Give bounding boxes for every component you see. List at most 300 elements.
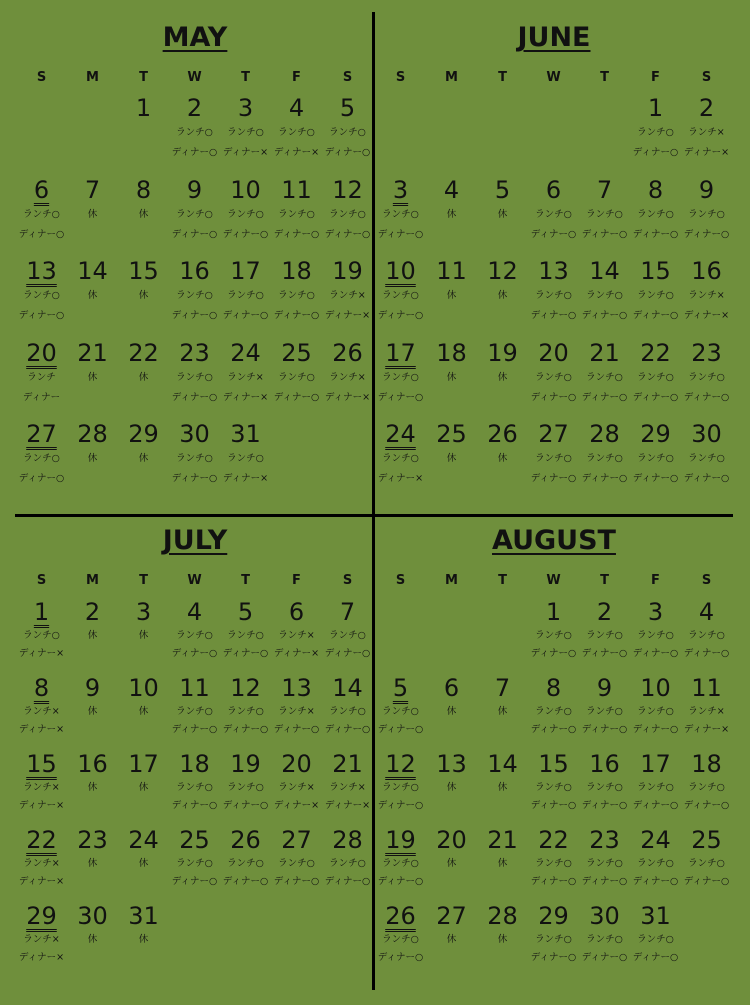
day-cell[interactable] (477, 825, 528, 905)
day-number: 14 (487, 750, 518, 778)
day-number: 12 (385, 750, 416, 778)
day-number: 5 (392, 674, 409, 702)
day-number: 28 (487, 902, 518, 930)
day-cell[interactable] (426, 338, 477, 418)
day-cell[interactable] (681, 93, 732, 173)
day-number: 27 (436, 902, 467, 930)
day-number: 6 (288, 598, 305, 626)
day-cell[interactable] (169, 673, 220, 753)
closed-label: 休 (446, 706, 457, 717)
lunch-status: ランチ○ (586, 290, 623, 301)
day-number: 14 (589, 257, 620, 285)
day-cell[interactable] (220, 749, 271, 829)
day-cell[interactable] (169, 256, 220, 336)
dinner-status: ディナー○ (581, 310, 628, 321)
dinner-status: ディナー○ (581, 473, 628, 484)
dinner-status: ディナー○ (632, 952, 679, 963)
day-cell[interactable] (579, 673, 630, 753)
day-cell[interactable] (220, 825, 271, 905)
day-number: 30 (179, 420, 210, 448)
dinner-status: ディナー○ (171, 473, 218, 484)
dinner-status: ディナー○ (222, 724, 269, 735)
day-cell[interactable] (426, 901, 477, 981)
lunch-status: ランチ○ (586, 782, 623, 793)
weekday-label: S (36, 573, 47, 588)
day-cell[interactable] (67, 901, 118, 981)
month-title: JULY (162, 525, 228, 556)
day-cell[interactable] (16, 825, 67, 905)
day-number: 7 (339, 598, 356, 626)
day-cell[interactable] (271, 597, 322, 677)
month-may (16, 22, 374, 492)
day-cell[interactable] (271, 175, 322, 255)
day-cell[interactable] (426, 825, 477, 905)
day-cell[interactable] (169, 825, 220, 905)
day-cell[interactable] (67, 597, 118, 677)
closed-label: 休 (138, 782, 149, 793)
dinner-status: ディナー○ (324, 876, 371, 887)
day-cell[interactable] (579, 901, 630, 981)
lunch-status: ランチ○ (227, 208, 264, 220)
lunch-status: ランチ○ (535, 782, 572, 793)
lunch-status: ランチ○ (382, 453, 419, 464)
day-cell[interactable] (271, 338, 322, 418)
lunch-status: ランチ○ (278, 208, 315, 220)
closed-label: 休 (497, 208, 508, 220)
day-cell[interactable] (375, 673, 426, 753)
day-cell[interactable] (630, 673, 681, 753)
day-cell[interactable] (681, 825, 732, 905)
day-number: 31 (128, 902, 159, 930)
day-number: 10 (385, 257, 416, 285)
lunch-status: ランチ○ (586, 858, 623, 869)
day-cell[interactable] (169, 93, 220, 173)
lunch-status: ランチ○ (227, 290, 264, 301)
day-cell[interactable] (271, 93, 322, 173)
day-number: 12 (487, 257, 518, 285)
day-cell[interactable] (118, 93, 169, 173)
day-cell[interactable] (630, 597, 681, 677)
day-cell[interactable] (579, 597, 630, 677)
day-number: 26 (230, 826, 261, 854)
dinner-status: ディナー○ (581, 876, 628, 887)
weekday-header (375, 573, 733, 593)
lunch-status: ランチ○ (535, 208, 572, 220)
day-cell[interactable] (426, 673, 477, 753)
day-cell[interactable] (16, 175, 67, 255)
lunch-status: ランチ○ (688, 371, 725, 383)
lunch-status: ランチ○ (278, 371, 315, 383)
day-number: 24 (128, 826, 159, 854)
day-cell[interactable] (118, 825, 169, 905)
weekday-label: S (395, 573, 406, 588)
day-number: 3 (647, 598, 664, 626)
day-number: 31 (230, 420, 261, 448)
day-number: 5 (237, 598, 254, 626)
day-number: 15 (640, 257, 671, 285)
lunch-status: ランチ○ (586, 934, 623, 945)
day-number: 16 (77, 750, 108, 778)
day-cell[interactable] (630, 93, 681, 173)
lunch-status: ランチ○ (637, 371, 674, 383)
day-cell[interactable] (16, 597, 67, 677)
day-cell[interactable] (118, 901, 169, 981)
dinner-status: ディナー○ (377, 800, 424, 811)
day-cell[interactable] (220, 673, 271, 753)
day-cell[interactable] (16, 256, 67, 336)
day-cell[interactable] (271, 673, 322, 753)
day-cell[interactable] (630, 419, 681, 499)
day-cell[interactable] (579, 175, 630, 255)
lunch-status: ランチ○ (382, 290, 419, 301)
lunch-status: ランチ○ (535, 934, 572, 945)
day-cell[interactable] (271, 825, 322, 905)
day-cell[interactable] (579, 825, 630, 905)
day-number: 19 (487, 338, 518, 367)
lunch-status: ランチ○ (586, 371, 623, 383)
day-cell[interactable] (375, 175, 426, 255)
dinner-status: ディナー× (18, 952, 65, 963)
day-cell[interactable] (528, 673, 579, 753)
day-cell[interactable] (579, 338, 630, 418)
day-cell[interactable] (220, 175, 271, 255)
dinner-status: ディナー× (222, 391, 269, 403)
day-cell[interactable] (426, 256, 477, 336)
dinner-status: ディナー○ (171, 724, 218, 735)
weekday-label: W (546, 573, 561, 588)
day-cell[interactable] (477, 673, 528, 753)
day-number: 26 (385, 902, 416, 930)
day-cell[interactable] (220, 256, 271, 336)
lunch-status: ランチ○ (227, 706, 264, 717)
day-cell[interactable] (630, 749, 681, 829)
day-cell[interactable] (681, 175, 732, 255)
day-cell[interactable] (67, 175, 118, 255)
day-number: 7 (494, 674, 511, 702)
day-number: 19 (332, 257, 363, 285)
day-number: 27 (26, 420, 57, 448)
day-cell[interactable] (118, 597, 169, 677)
dinner-status: ディナー× (222, 473, 269, 484)
day-cell[interactable] (16, 901, 67, 981)
day-cell[interactable] (477, 749, 528, 829)
day-cell[interactable] (681, 749, 732, 829)
dinner-status: ディナー (22, 391, 61, 403)
weekday-label: T (600, 573, 609, 588)
weekday-label: M (445, 70, 458, 85)
day-cell[interactable] (67, 256, 118, 336)
lunch-status: ランチ○ (176, 706, 213, 717)
day-cell[interactable] (67, 749, 118, 829)
day-cell[interactable] (630, 901, 681, 981)
closed-label: 休 (446, 208, 457, 220)
dinner-status: ディナー× (18, 876, 65, 887)
day-cell[interactable] (271, 749, 322, 829)
day-number: 23 (179, 338, 210, 367)
day-number: 27 (281, 826, 312, 854)
day-number: 23 (77, 826, 108, 854)
day-cell[interactable] (528, 419, 579, 499)
lunch-status: ランチ○ (382, 371, 419, 383)
day-cell[interactable] (477, 338, 528, 418)
day-number: 5 (339, 94, 356, 122)
day-number: 22 (538, 826, 569, 854)
lunch-status: ランチ○ (637, 782, 674, 793)
lunch-status: ランチ○ (227, 127, 264, 138)
day-cell[interactable] (16, 749, 67, 829)
day-cell[interactable] (220, 597, 271, 677)
day-cell[interactable] (118, 419, 169, 499)
day-number: 21 (589, 338, 620, 367)
closed-label: 休 (497, 371, 508, 383)
lunch-status: ランチ○ (329, 858, 366, 869)
day-number: 25 (436, 420, 467, 448)
day-cell[interactable] (426, 419, 477, 499)
day-cell[interactable] (477, 256, 528, 336)
day-cell[interactable] (220, 338, 271, 418)
closed-label: 休 (87, 706, 98, 717)
weekday-label: S (701, 573, 712, 588)
closed-label: 休 (138, 453, 149, 464)
day-cell[interactable] (271, 256, 322, 336)
day-cell[interactable] (67, 419, 118, 499)
dinner-status: ディナー○ (632, 724, 679, 735)
weekday-header (375, 70, 733, 90)
dinner-status: ディナー○ (222, 876, 269, 887)
day-number: 6 (33, 175, 50, 204)
dinner-status: ディナー○ (222, 648, 269, 659)
weekday-label: T (241, 70, 250, 85)
day-number: 4 (186, 598, 203, 626)
dinner-status: ディナー○ (324, 147, 371, 158)
day-cell[interactable] (375, 256, 426, 336)
day-number: 8 (135, 175, 152, 204)
closed-label: 休 (87, 782, 98, 793)
dinner-status: ディナー○ (632, 473, 679, 484)
day-cell[interactable] (118, 749, 169, 829)
day-number: 25 (691, 826, 722, 854)
day-cell[interactable] (322, 673, 373, 753)
lunch-status: ランチ× (688, 127, 725, 138)
lunch-status: ランチ× (23, 706, 60, 717)
day-number: 30 (77, 902, 108, 930)
day-cell[interactable] (322, 175, 373, 255)
day-cell[interactable] (477, 175, 528, 255)
day-cell[interactable] (118, 338, 169, 418)
day-number: 23 (691, 338, 722, 367)
day-cell[interactable] (630, 175, 681, 255)
closed-label: 休 (138, 208, 149, 220)
lunch-status: ランチ× (688, 290, 725, 301)
dinner-status: ディナー○ (18, 473, 65, 484)
weekday-label: W (187, 573, 202, 588)
day-cell[interactable] (528, 338, 579, 418)
day-cell[interactable] (169, 419, 220, 499)
day-number: 11 (179, 674, 210, 702)
closed-label: 休 (138, 858, 149, 869)
day-cell[interactable] (375, 901, 426, 981)
day-cell[interactable] (375, 749, 426, 829)
day-cell[interactable] (322, 93, 373, 173)
day-cell[interactable] (681, 597, 732, 677)
dinner-status: ディナー○ (324, 648, 371, 659)
weekday-label: W (187, 70, 202, 85)
month-august (375, 525, 733, 995)
day-cell[interactable] (118, 175, 169, 255)
weekday-label: M (86, 573, 99, 588)
day-cell[interactable] (322, 825, 373, 905)
day-cell[interactable] (528, 256, 579, 336)
day-cell[interactable] (169, 338, 220, 418)
day-cell[interactable] (528, 175, 579, 255)
day-number: 2 (186, 94, 203, 122)
dinner-status: ディナー○ (530, 391, 577, 403)
dinner-status: ディナー○ (530, 310, 577, 321)
day-number: 25 (179, 826, 210, 854)
day-number: 20 (281, 750, 312, 778)
day-cell[interactable] (426, 175, 477, 255)
closed-label: 休 (138, 934, 149, 945)
dinner-status: ディナー○ (632, 648, 679, 659)
dinner-status: ディナー× (324, 310, 371, 321)
lunch-status: ランチ× (227, 371, 264, 383)
closed-label: 休 (497, 453, 508, 464)
day-cell[interactable] (16, 673, 67, 753)
day-number: 3 (237, 94, 254, 122)
month-june (375, 22, 733, 492)
day-number: 6 (545, 175, 562, 204)
dinner-status: ディナー× (324, 391, 371, 403)
day-cell[interactable] (322, 256, 373, 336)
day-cell[interactable] (630, 256, 681, 336)
day-number: 26 (332, 338, 363, 367)
dinner-status: ディナー○ (171, 648, 218, 659)
day-cell[interactable] (220, 93, 271, 173)
lunch-status: ランチ× (278, 630, 315, 641)
day-cell[interactable] (528, 749, 579, 829)
day-number: 14 (77, 257, 108, 285)
day-cell[interactable] (375, 825, 426, 905)
dinner-status: ディナー○ (530, 473, 577, 484)
day-number: 30 (589, 902, 620, 930)
lunch-status: ランチ○ (227, 858, 264, 869)
day-cell[interactable] (220, 419, 271, 499)
closed-label: 休 (497, 782, 508, 793)
dinner-status: ディナー○ (632, 310, 679, 321)
day-cell[interactable] (477, 419, 528, 499)
day-number: 27 (538, 420, 569, 448)
weekday-label: S (701, 70, 712, 85)
day-cell[interactable] (169, 749, 220, 829)
dinner-status: ディナー× (18, 800, 65, 811)
day-number: 26 (487, 420, 518, 448)
dinner-status: ディナー× (222, 147, 269, 158)
day-cell[interactable] (375, 338, 426, 418)
day-cell[interactable] (579, 419, 630, 499)
dinner-status: ディナー○ (581, 648, 628, 659)
day-cell[interactable] (426, 749, 477, 829)
day-cell[interactable] (118, 256, 169, 336)
weekday-label: T (498, 70, 507, 85)
weekday-label: M (445, 573, 458, 588)
closed-label: 休 (87, 934, 98, 945)
dinner-status: ディナー○ (683, 800, 730, 811)
day-cell[interactable] (528, 901, 579, 981)
day-cell[interactable] (16, 419, 67, 499)
day-cell[interactable] (16, 338, 67, 418)
day-cell[interactable] (681, 256, 732, 336)
day-cell[interactable] (579, 749, 630, 829)
day-cell[interactable] (67, 338, 118, 418)
day-cell[interactable] (630, 338, 681, 418)
closed-label: 休 (446, 290, 457, 301)
day-cell[interactable] (67, 673, 118, 753)
day-number: 11 (691, 674, 722, 702)
dinner-status: ディナー○ (273, 310, 320, 321)
day-cell[interactable] (322, 338, 373, 418)
weekday-label: M (86, 70, 99, 85)
closed-label: 休 (87, 453, 98, 464)
day-cell[interactable] (681, 673, 732, 753)
weekday-label: T (498, 573, 507, 588)
day-cell[interactable] (681, 419, 732, 499)
day-cell[interactable] (528, 597, 579, 677)
dinner-status: ディナー○ (377, 724, 424, 735)
day-number: 19 (385, 826, 416, 854)
day-number: 12 (230, 674, 261, 702)
day-cell[interactable] (375, 419, 426, 499)
day-number: 20 (26, 338, 57, 367)
lunch-status: ランチ○ (535, 630, 572, 641)
day-cell[interactable] (322, 749, 373, 829)
day-number: 9 (84, 674, 101, 702)
day-cell[interactable] (169, 175, 220, 255)
day-number: 18 (179, 750, 210, 778)
lunch-status: ランチ○ (637, 934, 674, 945)
day-number: 11 (281, 175, 312, 204)
day-number: 29 (26, 902, 57, 930)
day-cell[interactable] (477, 901, 528, 981)
lunch-status: ランチ○ (535, 706, 572, 717)
lunch-status: ランチ○ (688, 453, 725, 464)
dinner-status: ディナー× (683, 310, 730, 321)
day-cell[interactable] (169, 597, 220, 677)
day-number: 17 (640, 750, 671, 778)
lunch-status: ランチ○ (329, 127, 366, 138)
lunch-status: ランチ○ (637, 858, 674, 869)
dinner-status: ディナー○ (377, 228, 424, 240)
dinner-status: ディナー× (273, 800, 320, 811)
day-cell[interactable] (579, 256, 630, 336)
dinner-status: ディナー○ (377, 876, 424, 887)
day-cell[interactable] (681, 338, 732, 418)
lunch-status: ランチ○ (278, 858, 315, 869)
dinner-status: ディナー○ (324, 228, 371, 240)
day-cell[interactable] (322, 597, 373, 677)
dinner-status: ディナー○ (581, 724, 628, 735)
closed-label: 休 (87, 858, 98, 869)
day-cell[interactable] (528, 825, 579, 905)
lunch-status: ランチ○ (535, 858, 572, 869)
closed-label: 休 (497, 858, 508, 869)
day-cell[interactable] (630, 825, 681, 905)
day-cell[interactable] (118, 673, 169, 753)
closed-label: 休 (87, 630, 98, 641)
day-number: 1 (545, 598, 562, 626)
lunch-status: ランチ○ (382, 782, 419, 793)
closed-label: 休 (138, 706, 149, 717)
day-cell[interactable] (67, 825, 118, 905)
